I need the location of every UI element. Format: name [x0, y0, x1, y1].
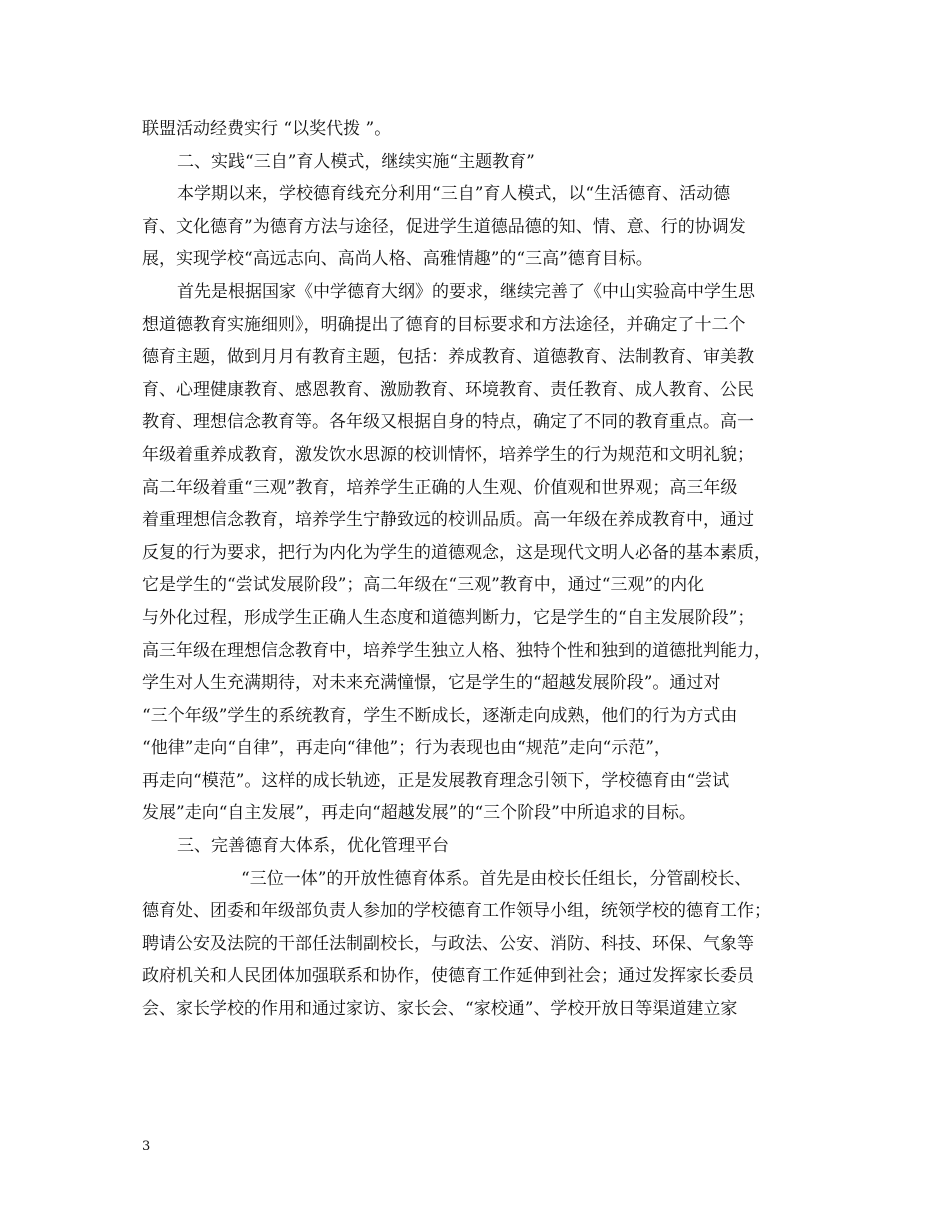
text-line: 德育主题，做到月月有教育主题，包括：养成教育、道德教育、法制教育、审美教: [142, 347, 754, 368]
text-line: 年级着重养成教育，激发饮水思源的校训情怀，培养学生的行为规范和文明礼貌；: [142, 444, 754, 465]
text-line: 反复的行为要求，把行为内化为学生的道德观念，这是现代文明人必备的基本素质，: [142, 542, 771, 563]
page-number: 3: [142, 1139, 151, 1154]
text-line: 它是学生的“尝试发展阶段”；高二年级在“三观”教育中，通过“三观”的内化: [142, 575, 705, 596]
text-line: 高二年级着重“三观”教育，培养学生正确的人生观、价值观和世界观；高三年级: [142, 477, 738, 498]
text-line: “三个年级”学生的系统教育，学生不断成长，逐渐走向成熟，他们的行为方式由: [142, 705, 738, 726]
body-text: [142, 113, 810, 1026]
text-line: 联盟活动经费实行 “以奖代拨 ”。: [142, 119, 392, 139]
text-line: 与外化过程，形成学生正确人生态度和道德判断力，它是学生的“自主发展阶段”；: [142, 607, 755, 628]
text-line: 政府机关和人民团体加强联系和协作，使德育工作延伸到社会；通过发挥家长委员: [142, 966, 754, 987]
text-line: 再走向“模范”。这样的成长轨迹，正是发展教育理念引领下，学校德育由“尝试: [142, 770, 730, 791]
text-line: 本学期以来，学校德育线充分利用“三自”育人模式，以“生活德育、活动德: [177, 184, 731, 205]
text-line: 想道德教育实施细则》，明确提出了德育的目标要求和方法途径，并确定了十二个: [142, 314, 746, 335]
text-line: 学生对人生充满期待，对未来充满憧憬，它是学生的“超越发展阶段”。通过对: [142, 673, 721, 694]
text-line: 发展”走向“自主发展”，再走向“超越发展”的“三个阶段”中所追求的目标。: [142, 803, 696, 824]
text-line: 着重理想信念教育，培养学生宁静致远的校训品质。高一年级在养成教育中，通过: [142, 510, 754, 531]
text-line: 育、心理健康教育、感恩教育、激励教育、环境教育、责任教育、成人教育、公民: [142, 379, 754, 400]
text-line: 德育处、团委和年级部负责人参加的学校德育工作领导小组，统领学校的德育工作；: [142, 901, 771, 922]
text-line: 三、完善德育大体系，优化管理平台: [177, 836, 449, 857]
text-line: 育、文化德育”为德育方法与途径，促进学生道德品德的知、情、意、行的协调发: [142, 216, 746, 237]
text-line: 会、家长学校的作用和通过家访、家长会、“家校通”、学校开放日等渠道建立家: [142, 999, 738, 1020]
text-line: 教育、理想信念教育等。各年级又根据自身的特点，确定了不同的教育重点。高一: [142, 412, 754, 433]
text-line: 聘请公安及法院的干部任法制副校长，与政法、公安、消防、科技、环保、气象等: [142, 933, 754, 954]
text-line: 高三年级在理想信念教育中，培养学生独立人格、独特个性和独到的道德批判能力，: [142, 640, 771, 661]
text-line: 首先是根据国家《中学德育大纲》的要求，继续完善了《中山实验高中学生思: [177, 281, 755, 302]
text-line: 二、实践“三自”育人模式，继续实施“主题教育”: [177, 151, 535, 172]
text-line: “三位一体”的开放性德育体系。首先是由校长任组长，分管副校长、: [241, 868, 752, 889]
text-line: “他律”走向“自律”，再走向“律他”；行为表现也由“规范”走向“示范”，: [142, 738, 671, 759]
text-line: 展，实现学校“高远志向、高尚人格、高雅情趣”的“三高”德育目标。: [142, 249, 653, 270]
